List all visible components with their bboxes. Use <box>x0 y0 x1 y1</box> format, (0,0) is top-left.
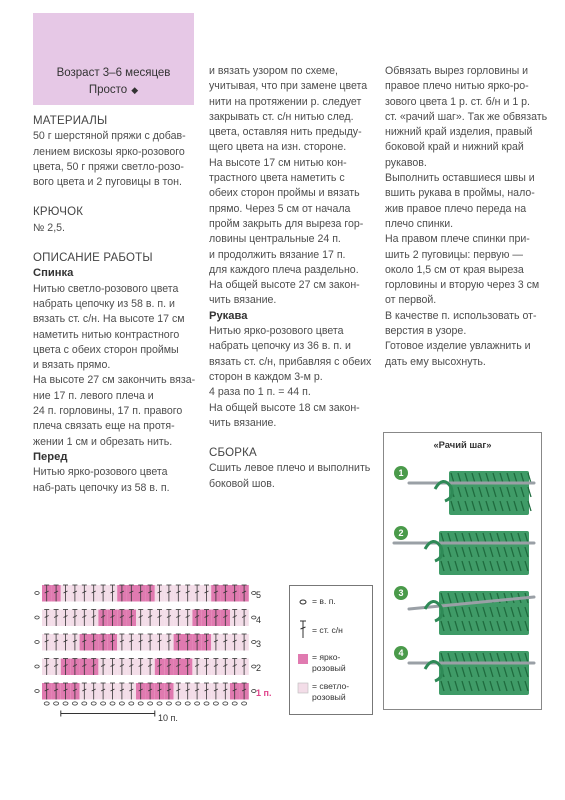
back-line: Нитью светло-розового цвета <box>33 282 179 295</box>
difficulty-label <box>33 84 194 96</box>
sleeves-line: сторон в каждом 3-м р. <box>209 370 323 383</box>
work-heading: ОПИСАНИЕ РАБОТЫ <box>33 252 153 265</box>
hook-value: № 2,5. <box>33 221 65 234</box>
finishing-line: боковой край и нижний край <box>385 141 524 154</box>
legend-light-text <box>312 681 349 703</box>
chart-legend <box>289 585 373 715</box>
chain-symbol <box>110 702 115 705</box>
crab-stitch-box <box>383 432 542 710</box>
finishing-line: от первой. <box>385 294 437 307</box>
chain-symbol <box>166 702 171 705</box>
front-text <box>33 465 203 496</box>
finishing-line: Обвязать вырез горловины и <box>385 65 529 77</box>
back-line: вязать ст. с/н. На высоте 17 см <box>33 313 185 326</box>
chain-symbol <box>35 690 39 693</box>
finishing-line: На правом плече спинки при- <box>385 233 530 246</box>
chain-symbol <box>213 702 218 705</box>
finishing-line: Выполнить оставшиеся швы и <box>385 172 535 185</box>
row-label-5: 5 <box>256 590 262 600</box>
header-box <box>33 13 194 105</box>
front-line: наб-рать цепочку из 58 в. п. <box>33 481 170 494</box>
finishing-line: нижний край изделия, правый <box>385 126 533 139</box>
back-line: плеча связать еще на протя- <box>33 420 175 433</box>
back-line: ние 17 п. левого плеча и <box>33 389 154 402</box>
crab-stitch-illustration <box>384 433 541 709</box>
finishing-line: зового цвета 1 р. ст. б/н и 1 р. <box>385 95 530 108</box>
chain-symbol <box>119 702 124 705</box>
assembly-line: боковой шов. <box>209 477 275 490</box>
front-continued-line: прямо. Через 5 см от начала <box>209 202 351 215</box>
step-number: 3 <box>398 588 404 598</box>
chain-symbol <box>129 702 134 705</box>
back-line: набрать цепочку из 58 в. п. и <box>33 297 175 310</box>
pattern-chart <box>30 575 280 725</box>
sleeves-line: 4 раза по 1 п. = 44 п. <box>209 386 311 399</box>
finishing-line: В качестве п. использовать от- <box>385 309 537 322</box>
front-continued-line: щего цвета на изн. стороне. <box>209 141 347 154</box>
back-text <box>33 282 203 450</box>
front-continued-line: нити на протяжении р. следует <box>209 95 362 108</box>
assembly-text <box>209 461 379 492</box>
repeat-label: 10 п. <box>158 713 178 723</box>
chain-symbol <box>223 702 228 705</box>
sleeves-line: Нитью ярко-розового цвета <box>209 325 344 338</box>
front-continued-line: пройм закрыть для выреза гор- <box>209 217 364 230</box>
light-swatch <box>298 683 308 693</box>
chain-symbol <box>195 702 200 705</box>
chain-symbol <box>35 616 39 619</box>
chain-symbol <box>148 702 153 705</box>
legend-light-line1: = светло- <box>312 681 350 691</box>
sleeves-line: вязать ст. с/н, прибавляя с обеих <box>209 355 372 368</box>
materials-text <box>33 129 203 190</box>
difficulty-text: Просто <box>88 84 128 96</box>
finishing-line: жив правое плечо переда на <box>385 202 527 215</box>
chain-symbol <box>157 702 162 705</box>
chain-symbol <box>101 702 106 705</box>
row-label-4: 4 <box>256 615 262 625</box>
front-continued-line: ловины центральные 24 п. <box>209 233 341 246</box>
chain-symbol <box>72 702 77 705</box>
finishing-line: дать ему высохнуть. <box>385 355 486 368</box>
chain-symbol <box>44 702 49 705</box>
finishing-line: вшить рукава в проймы, нало- <box>385 187 535 200</box>
chain-symbol <box>82 702 87 705</box>
sleeves-line: набрать цепочку из 36 в. п. и <box>209 340 351 353</box>
front-continued-line: На высоте 17 см нитью кон- <box>209 156 347 169</box>
step-number: 2 <box>398 528 404 538</box>
front-continued-line: для каждого плеча раздельно. <box>209 263 359 276</box>
chain-symbol <box>138 702 143 705</box>
row-label-1: 1 п. <box>256 688 272 698</box>
column-3 <box>385 64 548 370</box>
sleeves-heading: Рукава <box>209 309 248 322</box>
column-1 <box>33 114 203 496</box>
legend-bright-line1: = ярко- <box>312 652 341 662</box>
finishing-line: плечо спинки. <box>385 217 454 230</box>
front-continued-line: трастного цвета наметить с <box>209 172 345 185</box>
pattern-chart-grid <box>30 575 280 725</box>
finishing-line: Готовое изделие увлажнить и <box>385 340 531 353</box>
legend-chain-text: = в. п. <box>312 596 336 606</box>
step-number: 1 <box>398 468 404 478</box>
materials-line: вого цвета и 2 пуговицы в тон. <box>33 176 182 189</box>
finishing-line: верстия в узоре. <box>385 325 467 338</box>
fabric-block <box>449 471 529 515</box>
bright-swatch <box>298 654 308 664</box>
chain-symbol <box>63 702 68 705</box>
sleeves-text <box>209 324 379 431</box>
back-line: цвета с обеих сторон проймы <box>33 343 179 356</box>
chain-symbol <box>204 702 209 705</box>
front-continued-line: закрывать ст. с/н нитью след. <box>209 110 354 123</box>
finishing-line: горловины и вторую через 3 см <box>385 279 540 292</box>
age-label: Возраст 3–6 месяцев <box>56 67 171 79</box>
finishing-line: шить 2 пуговицы: первую — <box>385 248 523 261</box>
front-continued-line: и вязать узором по схеме, <box>209 65 338 77</box>
materials-line: 50 г шерстяной пряжи с добав- <box>33 130 186 143</box>
front-heading: Перед <box>33 450 68 463</box>
chain-symbol <box>35 641 39 644</box>
materials-heading: МАТЕРИАЛЫ <box>33 115 108 127</box>
chain-symbol <box>185 702 190 705</box>
front-continued-line: чить вязание. <box>209 294 277 307</box>
legend-dc-text: = ст. с/н <box>312 625 343 635</box>
front-continued-line: учитывая, что при замене цвета <box>209 80 368 93</box>
front-continued-line: обеих сторон проймы и вязать <box>209 187 360 200</box>
front-line: Нитью ярко-розового цвета <box>33 466 168 479</box>
finishing-line: правое плечо нитью ярко-ро- <box>385 80 529 93</box>
chain-symbol <box>242 702 247 705</box>
chain-symbol <box>54 702 59 705</box>
chain-symbol <box>35 592 39 595</box>
finishing-line: около 1,5 см от края выреза <box>385 263 524 276</box>
back-line: наметить нитью контрастного <box>33 328 180 341</box>
finishing-line: рукавов. <box>385 156 427 169</box>
back-line: жении 1 см и обрезать нить. <box>33 435 173 448</box>
assembly-line: Сшить левое плечо и выполнить <box>209 462 371 475</box>
front-continued-text <box>209 64 379 309</box>
chain-symbol <box>91 702 96 705</box>
back-line: На высоте 27 см закончить вяза- <box>33 374 196 387</box>
materials-line: лением вискозы ярко-розового <box>33 145 185 158</box>
back-heading: Спинка <box>33 267 74 280</box>
column-2 <box>209 64 379 492</box>
back-line: и вязать прямо. <box>33 359 111 372</box>
finishing-line: ст. «рачий шаг». Так же обвязать <box>385 110 548 123</box>
difficulty-mark-icon: ◆ <box>131 85 139 95</box>
row-label-3: 3 <box>256 639 262 649</box>
sleeves-line: чить вязание. <box>209 416 277 429</box>
legend-bright-text <box>312 652 346 674</box>
chain-symbol <box>232 702 237 705</box>
row-label-2: 2 <box>256 663 262 673</box>
finishing-text <box>385 64 548 370</box>
materials-line: цвета, 50 г пряжи светло-розо- <box>33 160 184 173</box>
chain-symbol <box>35 665 39 668</box>
back-line: 24 п. горловины, 17 п. правого <box>33 405 183 418</box>
assembly-heading: СБОРКА <box>209 447 257 460</box>
front-continued-line: цвета, оставляя нить предыду- <box>209 126 362 139</box>
sleeves-line: На общей высоте 18 см закон- <box>209 401 360 414</box>
chain-symbol-icon <box>300 600 306 604</box>
legend-bright-line2: розовый <box>312 663 346 673</box>
legend-light-line2: розовый <box>312 692 346 702</box>
chain-symbol <box>176 702 181 705</box>
crab-stitch-title: «Рачий шаг» <box>433 439 492 450</box>
hook-heading: КРЮЧОК <box>33 206 84 219</box>
step-number: 4 <box>398 648 404 658</box>
front-continued-line: На общей высоте 27 см закон- <box>209 279 360 292</box>
front-continued-line: и продолжить вязание 17 п. <box>209 248 346 261</box>
